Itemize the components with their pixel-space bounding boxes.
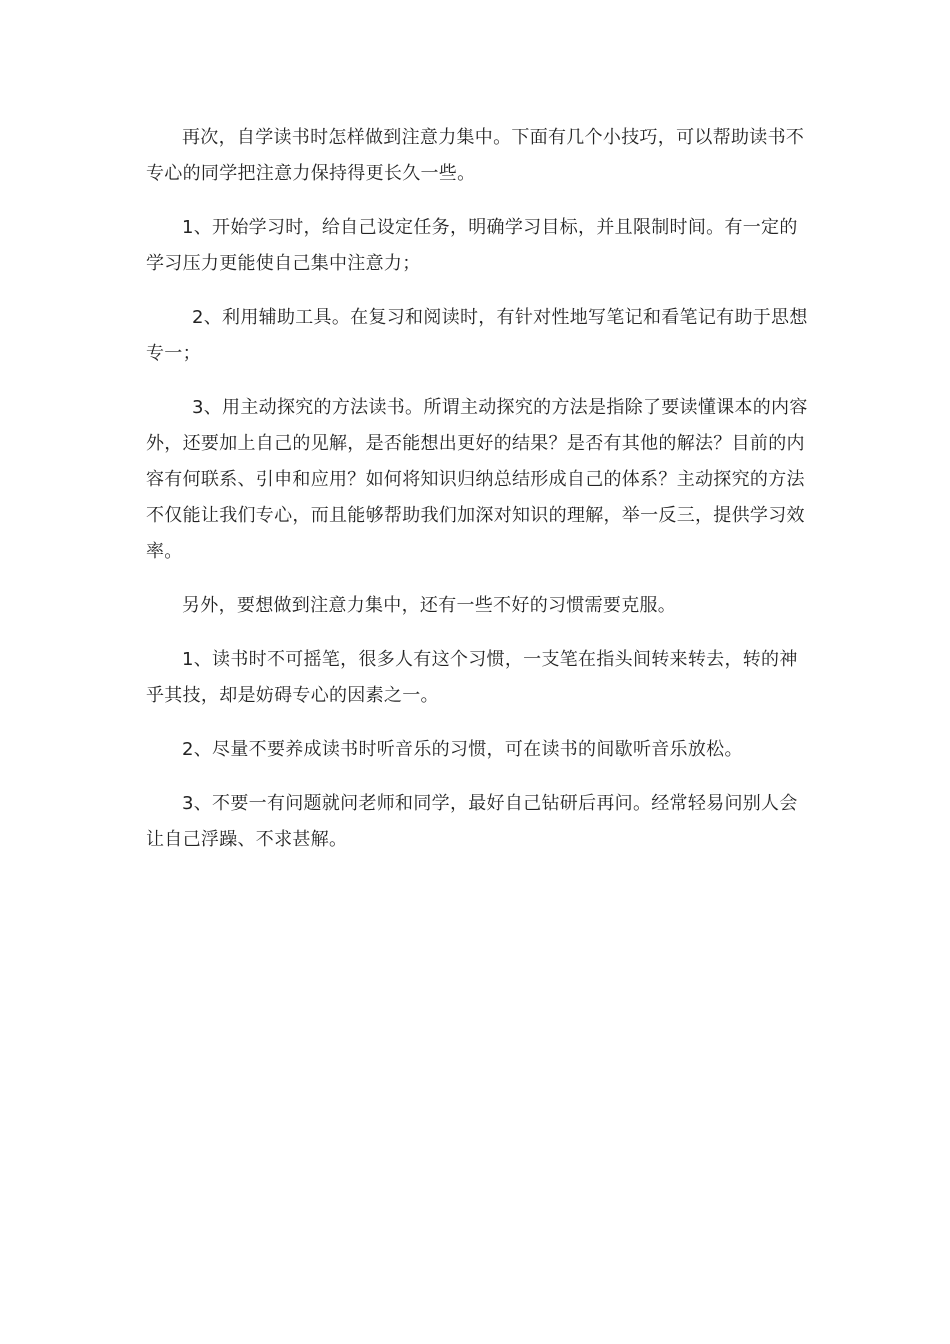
paragraph-tip-3: 3、用主动探究的方法读书。所谓主动探究的方法是指除了要读懂课本的内容外，还要加上自己的见解，是否能想出更好的结果？是否有其他的解法？目前的内容有何联系、引申和应用？如何将知识归纳总结形成自己的体系？主动探究的方法不仅能让我们专心，而且能够帮助我们加深对知识的理解，举一反三，提供学习效率。 <box>146 397 808 562</box>
paragraph-tip-1: 1、开始学习时，给自己设定任务，明确学习目标，并且限制时间。有一定的学习压力更能使自己集中注意力； <box>146 217 798 274</box>
paragraph-habit-3: 3、不要一有问题就问老师和同学，最好自己钻研后再问。经常轻易问别人会让自己浮躁、不求甚解。 <box>146 793 798 850</box>
paragraph-habit-2: 2、尽量不要养成读书时听音乐的习惯，可在读书的间歇听音乐放松。 <box>182 739 743 760</box>
paragraph-habits-intro: 另外，要想做到注意力集中，还有一些不好的习惯需要克服。 <box>182 595 677 616</box>
paragraph-tip-2: 2、利用辅助工具。在复习和阅读时，有针对性地写笔记和看笔记有助于思想专一； <box>146 307 808 364</box>
document-body <box>146 120 810 876</box>
paragraph-intro: 再次，自学读书时怎样做到注意力集中。下面有几个小技巧，可以帮助读书不专心的同学把注意力保持得更长久一些。 <box>146 127 805 184</box>
paragraph-habit-1: 1、读书时不可摇笔，很多人有这个习惯，一支笔在指头间转来转去，转的神乎其技，却是妨碍专心的因素之一。 <box>146 649 798 706</box>
